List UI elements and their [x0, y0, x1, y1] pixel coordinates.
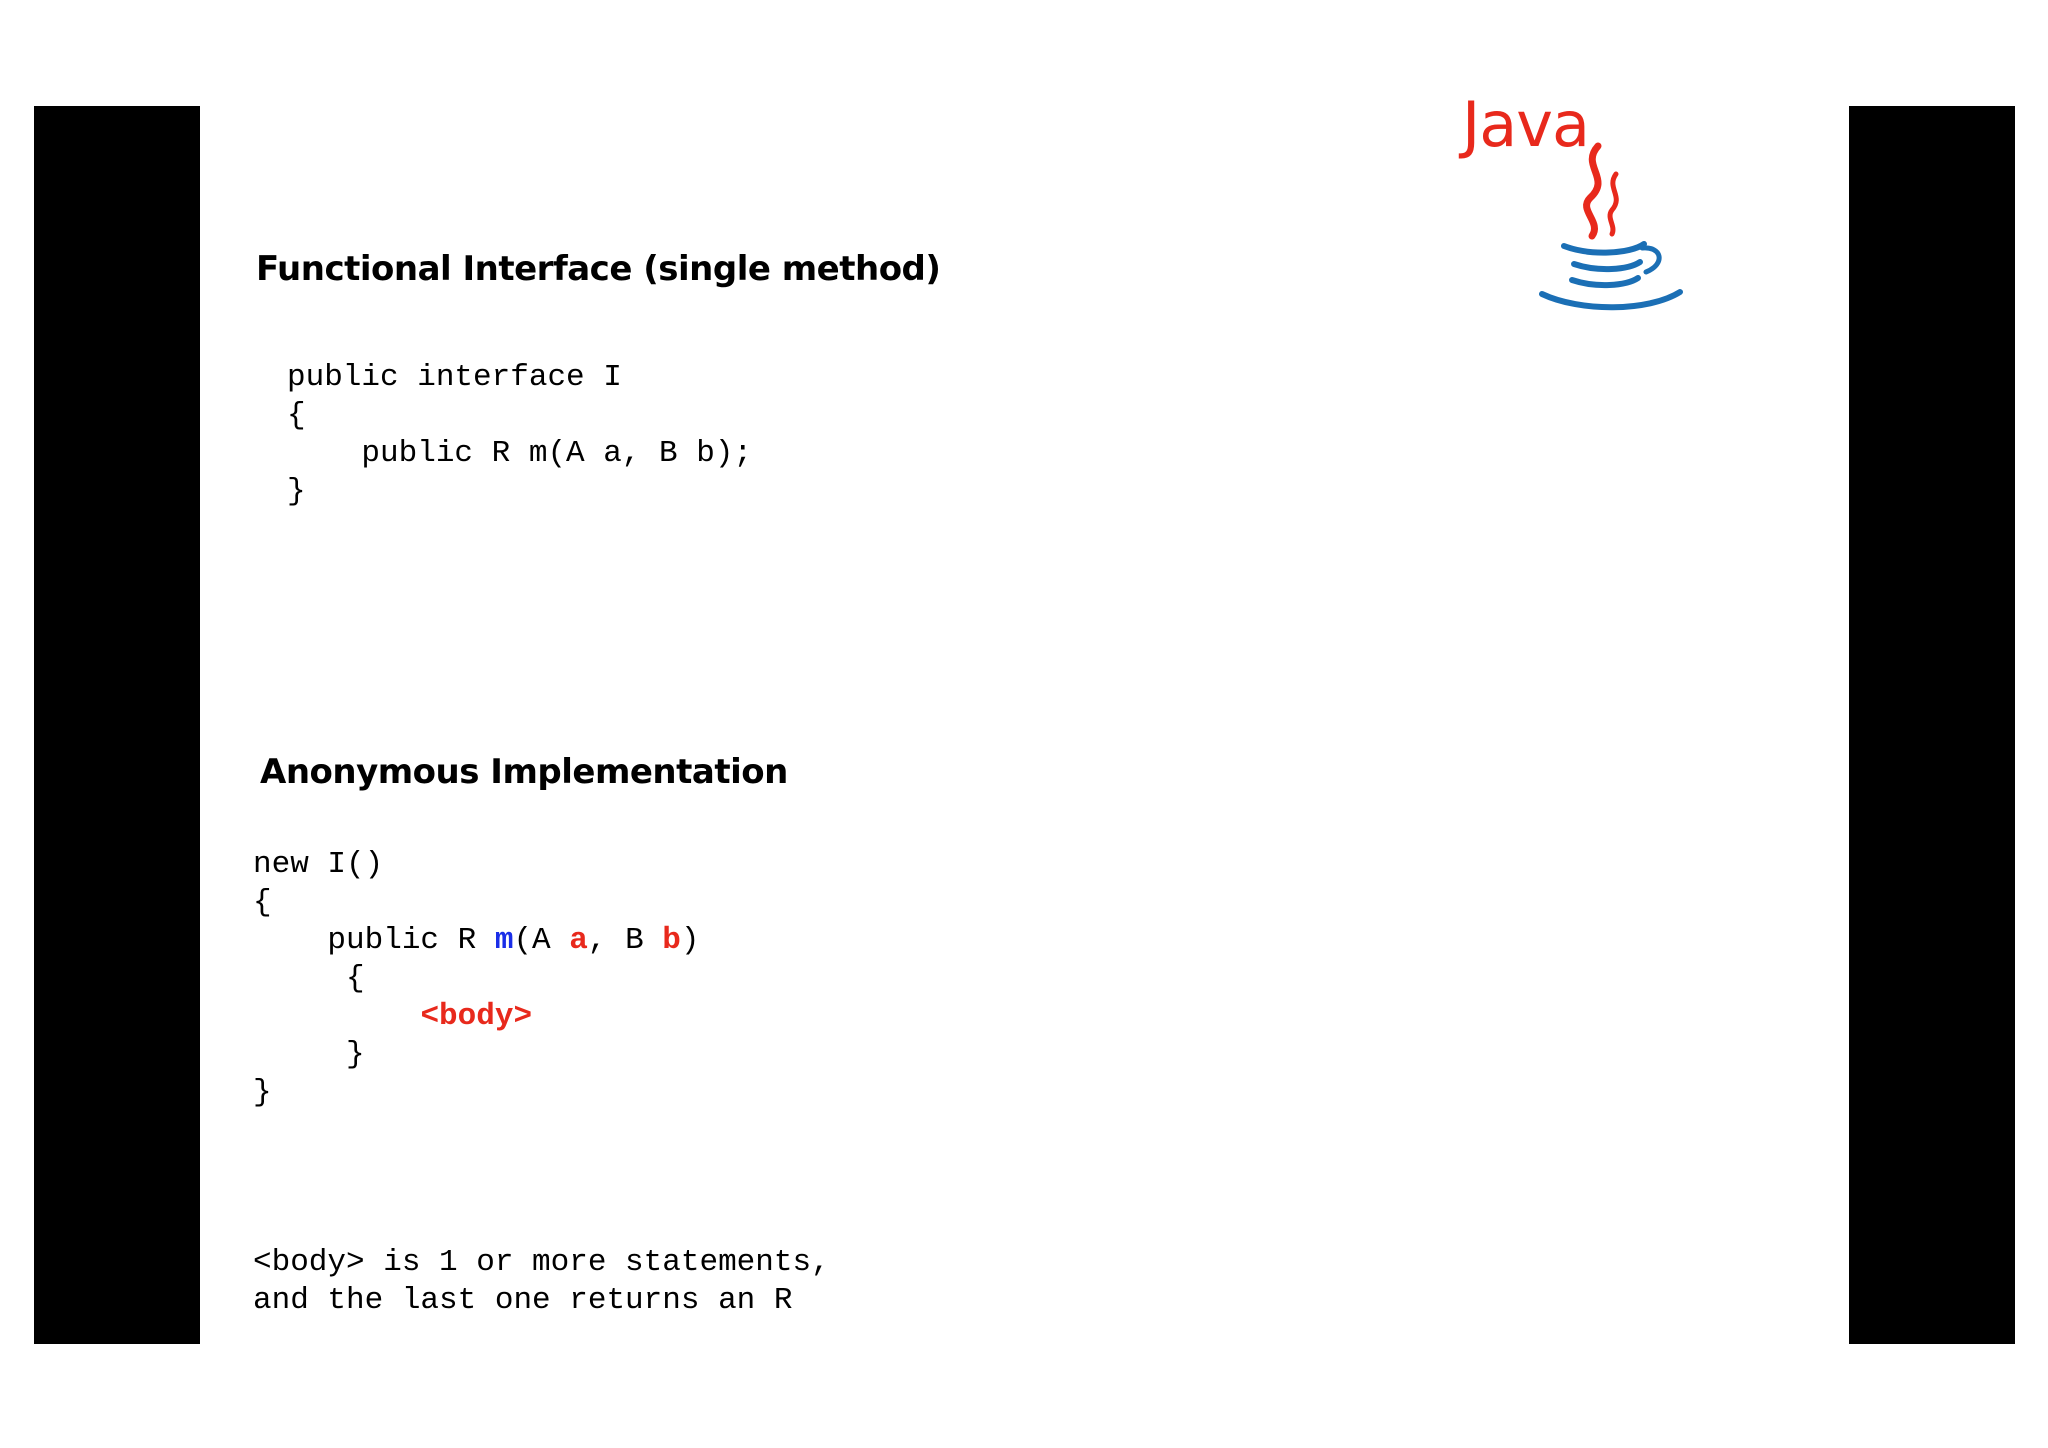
letterbox-right [1849, 106, 2015, 1344]
slide [200, 106, 1849, 1344]
implementation-code-block [253, 846, 700, 1112]
java-coffee-cup-icon [1520, 136, 1800, 326]
letterbox-left [34, 106, 200, 1344]
param-b-highlight: b [662, 923, 681, 958]
code-line: public interface I [287, 360, 622, 395]
code-line: public R m(A a, B b); [287, 436, 753, 471]
code-line: } [253, 1075, 272, 1110]
java-wordmark: Java [1462, 88, 1589, 161]
code-line: { [253, 961, 365, 996]
code-line: new I() [253, 847, 384, 882]
code-line: { [253, 885, 272, 920]
code-line-signature [253, 923, 700, 958]
heading-functional-interface: Functional Interface (single method) [256, 249, 941, 289]
code-line: } [287, 474, 306, 509]
param-a-highlight: a [569, 923, 588, 958]
code-line-body [253, 999, 532, 1034]
heading-anonymous-implementation: Anonymous Implementation [260, 752, 788, 792]
note-line: and the last one returns an R [253, 1283, 793, 1318]
code-line: { [287, 398, 306, 433]
code-text: public R [253, 923, 495, 958]
note-line: <body> is 1 or more statements, [253, 1245, 830, 1280]
method-name-highlight: m [494, 923, 514, 958]
code-line: } [253, 1037, 365, 1072]
code-indent [253, 999, 420, 1034]
code-text: (A [513, 923, 570, 958]
code-text: , B [587, 923, 663, 958]
body-explanation-note [253, 1244, 830, 1320]
body-placeholder: <body> [420, 999, 533, 1034]
code-text: ) [680, 923, 700, 958]
interface-code-block [287, 359, 752, 511]
